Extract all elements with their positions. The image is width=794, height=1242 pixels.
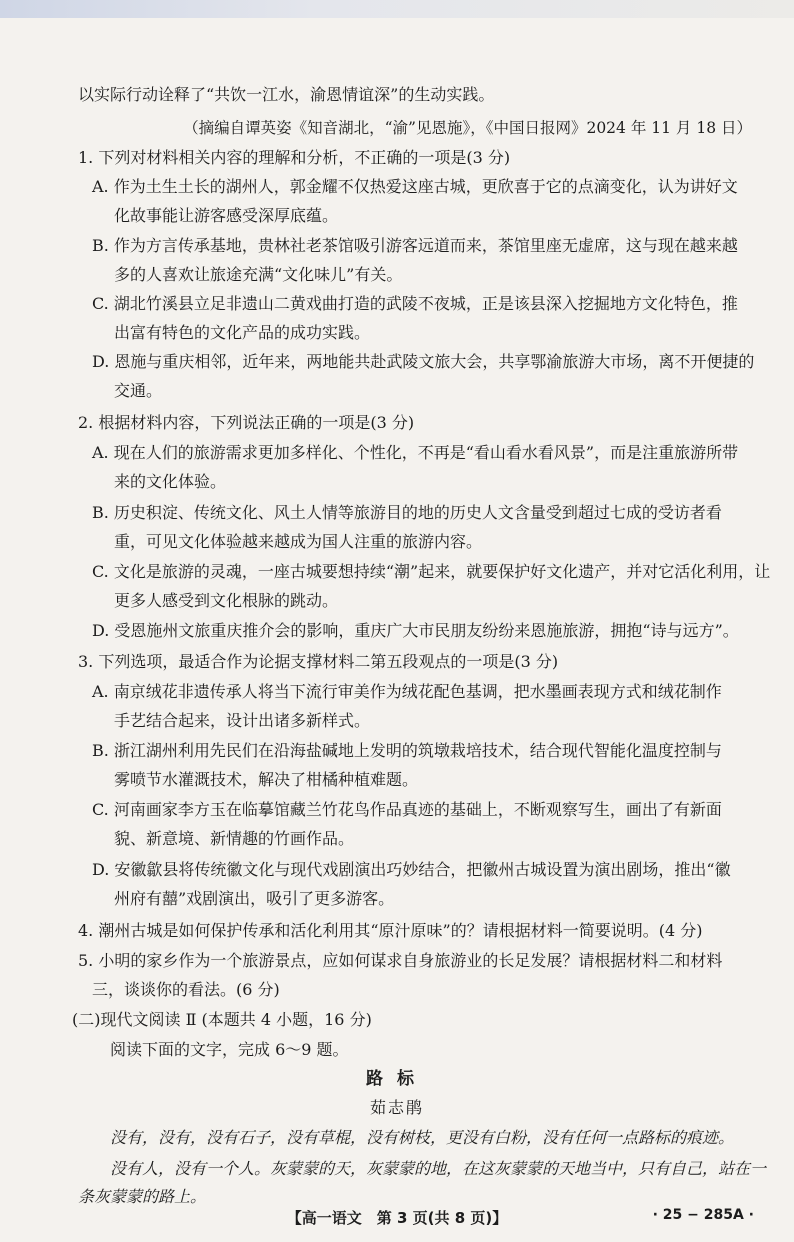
q3-option-d-cont: 州府有囍”戏剧演出，吸引了更多游客。 [114,889,395,908]
passage-paragraph-1: 没有，没有，没有石子，没有草棍，没有树枝，更没有白粉，没有任何一点路标的痕迹。 [110,1128,735,1147]
q2-option-a-cont: 来的文化体验。 [114,472,227,491]
q2-option-c: C. 文化是旅游的灵魂，一座古城要想持续“潮”起来，就要保护好文化遗产，并对它活化利用，让 [92,562,771,581]
q1-option-d-cont: 交通。 [114,381,163,400]
q3-option-a: A. 南京绒花非遗传承人将当下流行审美作为绒花配色基调，把水墨画表现方式和绒花制作 [92,682,722,701]
q3-stem: 3. 下列选项，最适合作为论据支撑材料二第五段观点的一项是(3 分) [78,652,559,671]
q4-stem: 4. 潮州古城是如何保护传承和活化利用其“原汁原味”的？请根据材料一简要说明。(4 分) [78,921,703,940]
source-citation: （摘编自谭英姿《知音湖北，“渝”见恩施》，《中国日报网》2024 年 11 月 18 日） [183,119,752,137]
passage-title: 路标 [366,1069,428,1089]
q1-option-a-cont: 化故事能让游客感受深厚底蕴。 [114,206,339,225]
passage-author: 茹志鹃 [369,1098,424,1117]
q1-option-d: D. 恩施与重庆相邻，近年来，两地能共赴武陵文旅大会，共享鄂渝旅游大市场，离不开便捷的 [92,352,755,371]
page-footer: 【高一语文 第 3 页(共 8 页)】 [286,1209,508,1227]
q1-option-c-cont: 出富有特色的文化产品的成功实践。 [114,323,371,342]
q2-stem: 2. 根据材料内容，下列说法正确的一项是(3 分) [78,413,415,432]
q3-option-a-cont: 手艺结合起来，设计出诸多新样式。 [114,711,371,730]
q3-option-c: C. 河南画家李方玉在临摹馆藏兰竹花鸟作品真迹的基础上，不断观察写生，画出了有新面 [92,800,722,819]
q3-option-b-cont: 雾喷节水灌溉技术，解决了柑橘种植难题。 [114,770,419,789]
q1-stem: 1. 下列对材料相关内容的理解和分析，不正确的一项是(3 分) [78,148,511,167]
q2-option-b-cont: 重，可见文化体验越来越成为国人注重的旅游内容。 [114,532,483,551]
q2-option-a: A. 现在人们的旅游需求更加多样化、个性化，不再是“看山看水看风景”，而是注重旅游所带 [92,443,739,462]
q2-option-c-cont: 更多人感受到文化根脉的跳动。 [114,591,339,610]
section-heading: (二)现代文阅读 Ⅱ (本题共 4 小题，16 分) [72,1010,372,1029]
q1-option-a: A. 作为土生土长的湖州人，郭金耀不仅热爱这座古城，更欣喜于它的点滴变化，认为讲好文 [92,177,738,196]
q1-option-b: B. 作为方言传承基地，贵林社老茶馆吸引游客远道而来，茶馆里座无虚席，这与现在越来越 [92,236,738,255]
intro-line: 以实际行动诠释了“共饮一江水，渝恩情谊深”的生动实践。 [78,85,495,104]
paper-code: · 25 − 285A · [652,1207,754,1223]
q1-option-b-cont: 多的人喜欢让旅途充满“文化味儿”有关。 [114,265,403,284]
q5-stem: 5. 小明的家乡作为一个旅游景点，应如何谋求自身旅游业的长足发展？请根据材料二和材料 [78,951,723,970]
reading-instruction: 阅读下面的文字，完成 6～9 题。 [110,1040,349,1059]
q2-option-d: D. 受恩施州文旅重庆推介会的影响，重庆广大市民朋友纷纷来恩施旅游，拥抱“诗与远方”。 [92,621,739,640]
q3-option-c-cont: 貌、新意境、新情趣的竹画作品。 [114,829,355,848]
q1-option-c: C. 湖北竹溪县立足非遗山二黄戏曲打造的武陵不夜城，正是该县深入挖掘地方文化特色，推 [92,294,738,313]
passage-paragraph-2-cont: 条灰蒙蒙的路上。 [78,1187,207,1206]
q2-option-b: B. 历史积淀、传统文化、风土人情等旅游目的地的历史人文含量受到超过七成的受访者看 [92,503,722,522]
q3-option-b: B. 浙江湖州利用先民们在沿海盐碱地上发明的筑墩栽培技术，结合现代智能化温度控制与 [92,741,722,760]
passage-paragraph-2: 没有人，没有一个人。灰蒙蒙的天，灰蒙蒙的地，在这灰蒙蒙的天地当中，只有自己，站在一 [110,1159,767,1178]
q3-option-d: D. 安徽歙县将传统徽文化与现代戏剧演出巧妙结合，把徽州古城设置为演出剧场，推出“徽 [92,860,731,879]
q5-stem-cont: 三，谈谈你的看法。(6 分) [92,980,280,999]
